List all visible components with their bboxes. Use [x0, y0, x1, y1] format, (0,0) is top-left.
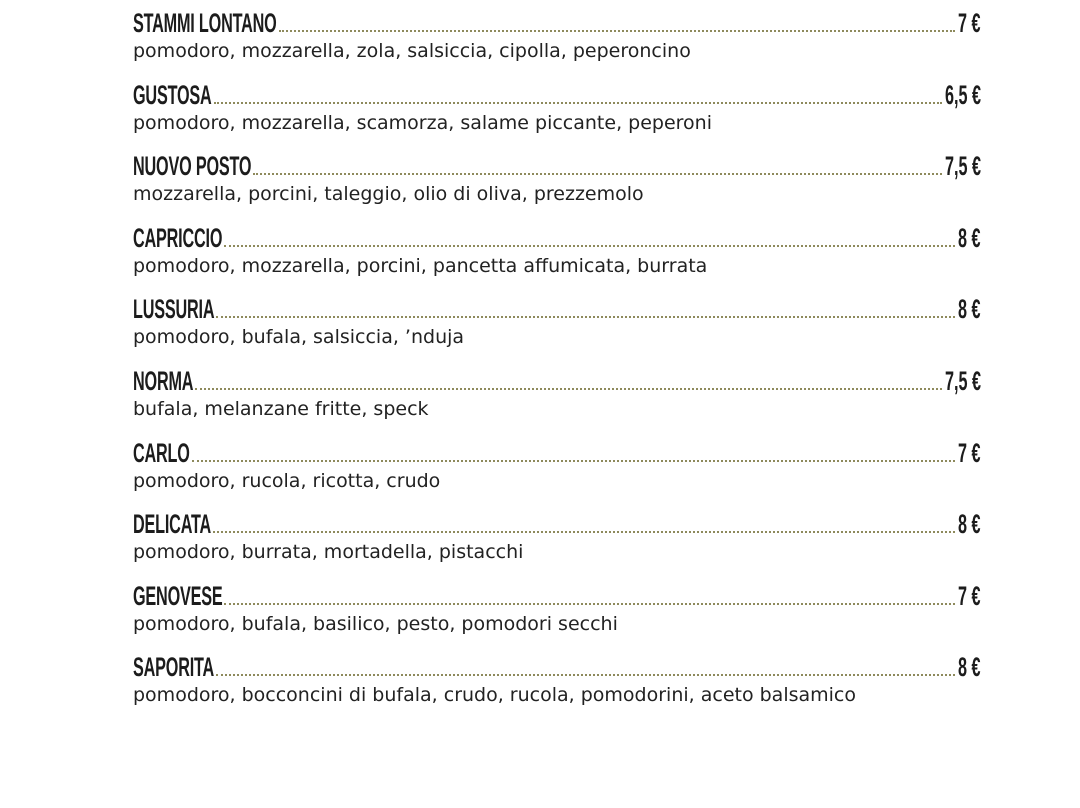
menu-item-ingredients: pomodoro, bufala, salsiccia, ’nduja [133, 326, 465, 349]
menu-item-ingredients: pomodoro, burrata, mortadella, pistacchi [133, 541, 524, 564]
menu-item-name: CARLO [133, 437, 190, 468]
menu-item-ingredients: pomodoro, mozzarella, scamorza, salame piccante, peperoni [133, 111, 712, 134]
menu-item-ingredients: mozzarella, porcini, taleggio, olio di oliva, prezzemolo [133, 183, 644, 206]
menu-item-header [133, 4, 981, 38]
menu-item-price: 7,5 € [944, 151, 981, 182]
menu-item-price: 7 € [958, 8, 981, 38]
menu-item-header [133, 505, 981, 539]
menu-item-name: DELICATA [133, 509, 212, 540]
menu-item-header [133, 577, 981, 611]
menu-item-header [133, 76, 981, 110]
menu-item-header [133, 147, 981, 181]
menu-item-price: 7 € [958, 437, 981, 468]
menu-item-delicata [133, 501, 981, 573]
menu-item-ingredients: pomodoro, bocconcini di bufala, crudo, rucola, pomodorini, aceto balsamico [133, 684, 857, 707]
menu-item-name: NUOVO POSTO [133, 151, 252, 182]
menu-item-header [133, 219, 981, 253]
menu-item-ingredients: pomodoro, mozzarella, porcini, pancetta affumicata, burrata [133, 254, 708, 277]
menu-item-price: 6,5 € [944, 79, 981, 110]
pizza-menu-list [133, 0, 981, 716]
leader-dots [213, 531, 955, 533]
menu-item-price: 8 € [958, 294, 981, 325]
menu-item-name: CAPRICCIO [133, 222, 223, 253]
menu-item-norma [133, 358, 981, 430]
menu-item-name: STAMMI LONTANO [133, 8, 277, 38]
leader-dots [216, 316, 955, 318]
leader-dots [224, 245, 955, 247]
leader-dots [253, 173, 942, 175]
leader-dots [224, 603, 955, 605]
menu-item-saporita [133, 644, 981, 716]
menu-item-carlo [133, 430, 981, 502]
menu-item-price: 7 € [958, 580, 981, 611]
leader-dots [216, 674, 955, 676]
menu-item-price: 8 € [958, 509, 981, 540]
menu-item-price: 8 € [958, 652, 981, 683]
menu-item-ingredients: pomodoro, bufala, basilico, pesto, pomodori secchi [133, 612, 618, 635]
menu-item-header [133, 290, 981, 324]
menu-item-stammi-lontano [133, 0, 981, 72]
menu-item-name: SAPORITA [133, 652, 215, 683]
menu-item-ingredients: pomodoro, rucola, ricotta, crudo [133, 469, 441, 492]
menu-item-name: LUSSURIA [133, 294, 215, 325]
menu-item-name: GUSTOSA [133, 79, 212, 110]
menu-item-capriccio [133, 215, 981, 287]
menu-item-gustosa [133, 72, 981, 144]
leader-dots [279, 30, 956, 32]
leader-dots [195, 388, 942, 390]
menu-item-genovese [133, 573, 981, 645]
menu-item-lussuria [133, 286, 981, 358]
menu-item-name: NORMA [133, 365, 194, 396]
menu-item-header [133, 434, 981, 468]
menu-item-price: 7,5 € [944, 365, 981, 396]
menu-item-price: 8 € [958, 222, 981, 253]
leader-dots [192, 460, 956, 462]
leader-dots [214, 102, 942, 104]
menu-item-header [133, 362, 981, 396]
menu-item-ingredients: bufala, melanzane fritte, speck [133, 397, 429, 420]
menu-item-ingredients: pomodoro, mozzarella, zola, salsiccia, cipolla, peperoncino [133, 40, 691, 62]
menu-item-header [133, 648, 981, 682]
menu-item-name: GENOVESE [133, 580, 223, 611]
menu-item-nuovo-posto [133, 143, 981, 215]
